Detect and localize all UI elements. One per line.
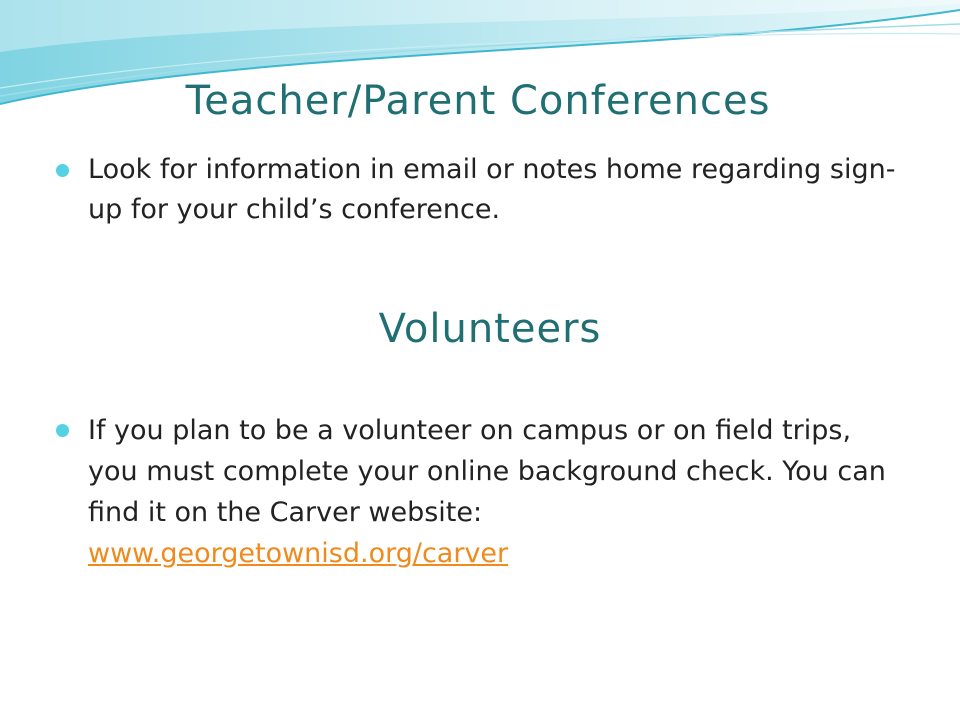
- list-item: [56, 150, 896, 230]
- bullet-dot-icon: [56, 164, 69, 177]
- carver-website-link[interactable]: www.georgetownisd.org/carver: [88, 538, 509, 569]
- section-heading-volunteers: Volunteers: [378, 306, 602, 352]
- volunteers-bullet-list: [56, 410, 906, 574]
- conferences-bullet-list: [56, 150, 896, 230]
- bullet-dot-icon: [56, 424, 69, 437]
- slide-title: [0, 78, 960, 124]
- bullet-text: If you plan to be a volunteer on campus or on field trips, you must complete your online background check. You can find it on the Carver website:: [88, 415, 886, 528]
- list-item: [56, 410, 906, 574]
- slide-title-text: Teacher/Parent Conferences: [185, 78, 771, 124]
- bullet-text: Look for information in email or notes home regarding sign-up for your child’s conference.: [88, 154, 896, 225]
